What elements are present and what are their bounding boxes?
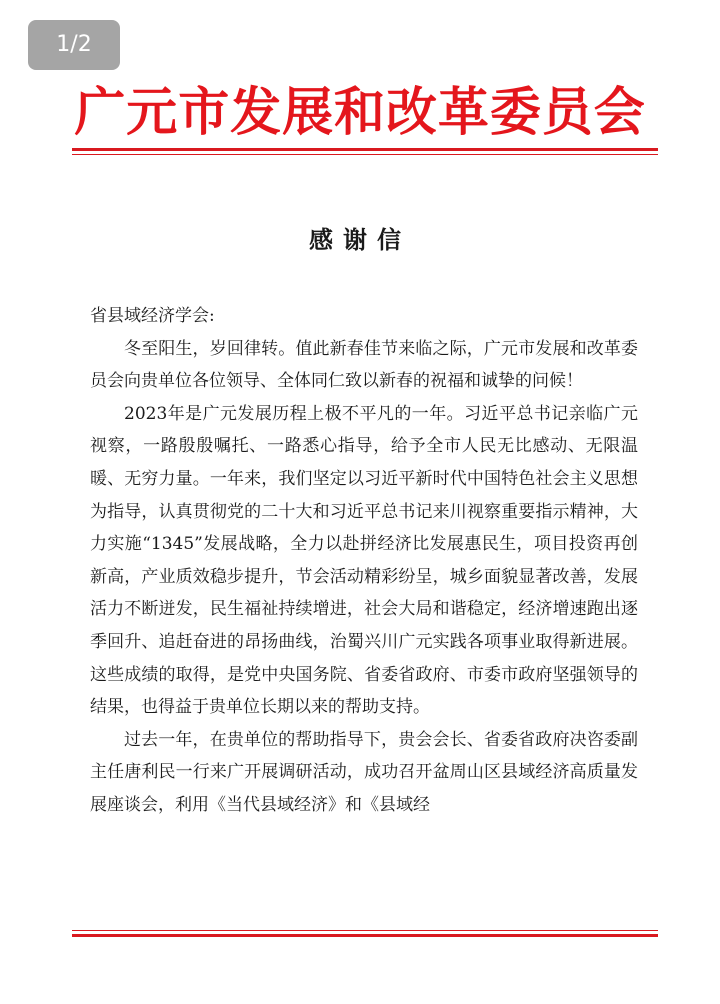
- letter-title: 感谢信: [309, 225, 411, 254]
- footer-rule-thin: [72, 930, 658, 931]
- letterhead-rule-thin: [72, 154, 658, 155]
- letter-paragraph-2: 2023年是广元发展历程上极不平凡的一年。习近平总书记亲临广元视察，一路殷殷嘱托、一路悉心指导，给予全市人民无比感动、无限温暖、无穷力量。一年来，我们坚定以习近平新时代中国特色社会主义思想为指导，认真贯彻党的二十大和习近平总书记来川视察重要指示精神，大力实施“1345”发展战略，全力以赴拼经济比发展惠民生，项目投资再创新高，产业质效稳步提升，节会活动精彩纷呈，城乡面貌显著改善，发展活力不断迸发，民生福祉持续增进，社会大局和谐稳定，经济增速跑出逐季回升、追赶奋进的昂扬曲线，治蜀兴川广元实践各项事业取得新进展。这些成绩的取得，是党中央国务院、省委省政府、市委市政府坚强领导的结果，也得益于贵单位长期以来的帮助支持。: [90, 403, 638, 718]
- letterhead-rule-thick: [72, 148, 658, 151]
- letterhead-org-name: 广元市发展和改革委员会: [74, 82, 646, 143]
- letter-salutation: 省县域经济学会:: [90, 306, 215, 326]
- footer-rule-thick: [72, 934, 658, 937]
- letter-paragraph-3: 过去一年，在贵单位的帮助指导下，贵会会长、省委省政府决咨委副主任唐利民一行来广开展调研活动，成功召开盆周山区县域经济高质量发展座谈会，利用《当代县域经济》和《县域经: [90, 729, 638, 815]
- letter-body: [90, 300, 638, 822]
- letter-paragraph-1: 冬至阳生，岁回律转。值此新春佳节来临之际，广元市发展和改革委员会向贵单位各位领导、全体同仁致以新春的祝福和诚挚的问候！: [90, 338, 638, 392]
- page-counter: 1/2: [28, 20, 120, 70]
